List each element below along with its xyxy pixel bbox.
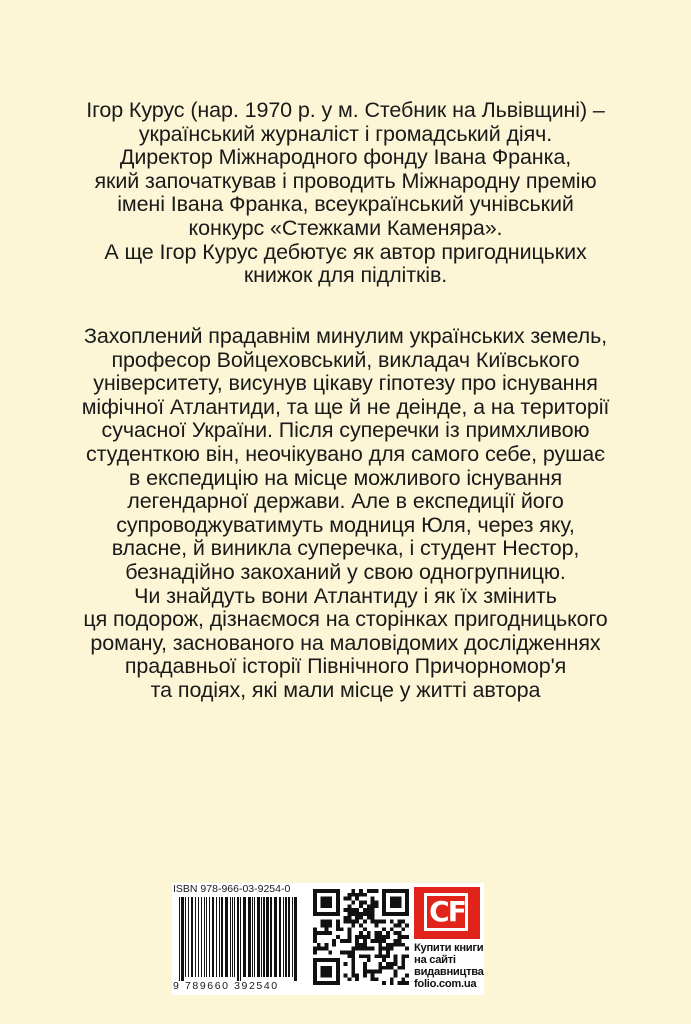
publisher-caption (414, 942, 484, 990)
caption-line: на сайті (414, 954, 456, 966)
bio-line: конкурс «Стежками Каменяра». (188, 215, 503, 240)
annotation-line: студенткою він, неочікувано для самого себе, рушає (86, 441, 605, 466)
author-bio (20, 99, 671, 288)
isbn-label: ISBN 978-966-03-9254-0 (173, 883, 291, 895)
annotation-line: професор Войцеховський, викладач Київського (111, 347, 580, 372)
annotation-line: університету, висунув цікаву гіпотезу про існування (93, 371, 598, 396)
bio-line: Директор Міжнародного фонду Івана Франка, (119, 145, 572, 170)
bio-line: який започаткував і проводить Міжнародну премію (94, 168, 597, 193)
bio-line: український журналіст і громадський діяч. (138, 121, 553, 146)
annotation-line: роману, заснованого на маловідомих дослідженнях (90, 630, 601, 655)
annotation-line: сучасної України. Після суперечки із примхливою (101, 418, 590, 443)
bio-line: книжок для підлітків. (243, 263, 448, 288)
publisher-logo (414, 887, 480, 939)
annotation-line: супроводжуватимуть модниця Юля, через яку, (116, 512, 575, 537)
annotation-line: безнадійно закоханий у свою одногрупницю. (125, 559, 566, 584)
publisher-block (414, 887, 484, 991)
publisher-url[interactable]: folio.com.ua (414, 978, 477, 990)
barcode-icon (175, 897, 303, 981)
annotation-line: в експедицію на місце можливого існування (128, 465, 563, 490)
annotation-line: легендарної держави. Але в експедиції його (127, 489, 564, 514)
annotation-line: власне, й виникла суперечка, і студент Нестор, (111, 536, 580, 561)
bio-line: Ігор Курус (нар. 1970 р. у м. Стебник на Львівщині) – (86, 98, 605, 122)
annotation-line: прадавньої історії Північного Причорномор'я (124, 654, 567, 679)
annotation-line: ця подорож, дізнаємося на сторінках пригодницького (83, 607, 608, 632)
caption-line: Купити книги (414, 942, 484, 954)
bio-line: імені Івана Франка, всеукраїнський учнівський (117, 192, 574, 217)
barcode-digits: 9 789660 392540 (173, 980, 279, 992)
logo-text: CF (429, 895, 465, 928)
caption-line: видавництва (414, 966, 484, 978)
annotation-line: Захоплений прадавнім минулим українських земель, (83, 324, 608, 348)
qr-code-icon[interactable] (313, 889, 409, 985)
bio-line: А ще Ігор Курус дебютує як автор пригодницьких (104, 239, 587, 264)
book-annotation (20, 325, 671, 703)
annotation-line: та подіях, які мали місце у житті автора (150, 677, 541, 702)
isbn-barcode (173, 883, 306, 993)
annotation-line: Чи знайдуть вони Атлантиду і як їх змінить (134, 583, 557, 608)
annotation-line: міфічної Атлантиди, та ще й не деінде, а на території (81, 394, 610, 419)
